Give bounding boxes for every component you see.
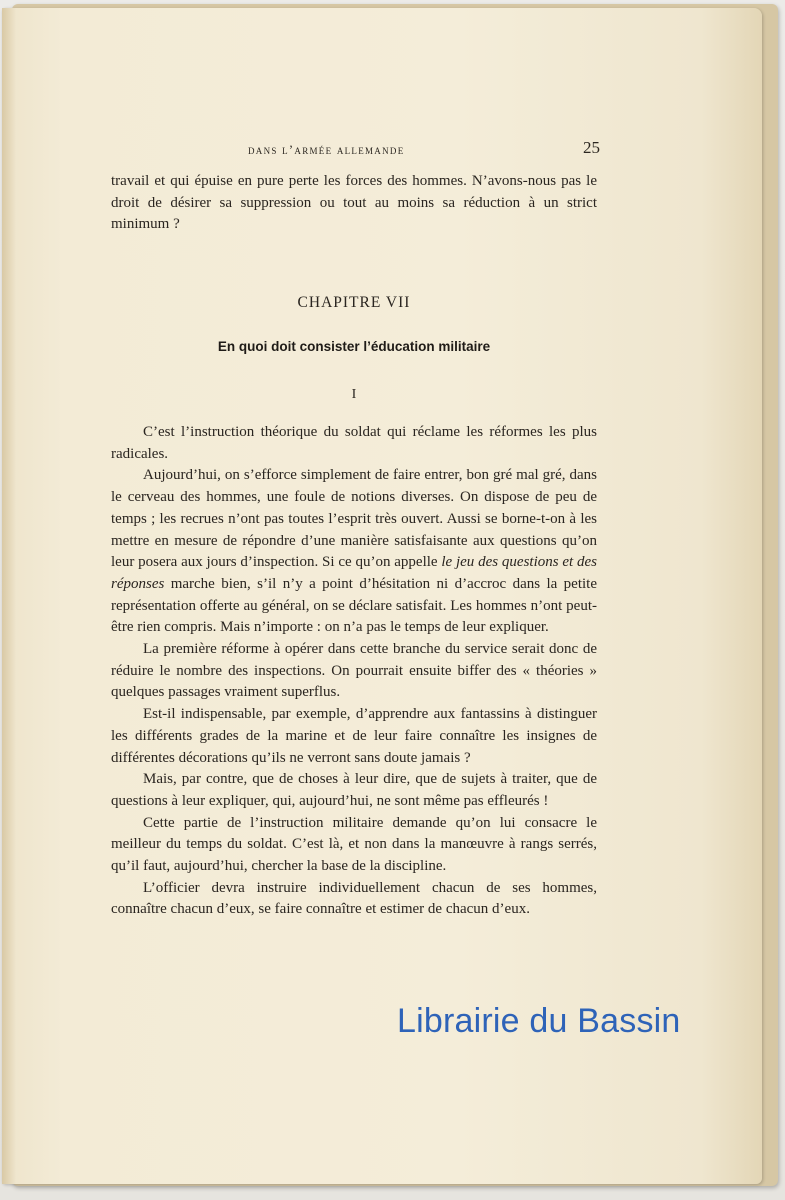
page-gutter-shadow (2, 8, 16, 1184)
paragraph-5: Mais, par contre, que de choses à leur dire, que de sujets à traiter, que de questions à leur expliquer, qui, aujourd’hui, ne sont même pas effleurés ! (111, 771, 597, 809)
bookseller-watermark: Librairie du Bassin (397, 1002, 681, 1040)
chapter-title: CHAPITRE VII (297, 294, 411, 311)
chapter-subtitle: En quoi doit consister l’éducation militaire (217, 339, 491, 354)
page-number: 25 (583, 138, 600, 157)
chapter-body (111, 422, 597, 921)
section-number: I (351, 387, 357, 402)
paragraph-2-italic: le jeu des questions et des réponses (111, 554, 597, 592)
continued-paragraph: travail et qui épuise en pure perte les forces des hommes. N’avons-nous pas le droit de désirer sa suppression ou tout au moins sa réduction à un strict minimum ? (111, 173, 597, 233)
page-header (248, 140, 600, 164)
paragraph-4: Est-il indispensable, par exemple, d’apprendre aux fantassins à distinguer les différents grades de la marine et de leur faire connaître les insignes de différentes décorations qu’ils ne verront sans doute jamais ? (111, 706, 597, 766)
continued-paragraph-block (111, 171, 597, 236)
paragraph-3: La première réforme à opérer dans cette branche du service serait donc de réduire le nombre des inspections. On pourrait ensuite biffer des « théories » quelques passages vraiment superflus. (111, 641, 597, 701)
paragraph-2-end: marche bien, s’il n’y a point d’hésitation ni d’accroc dans la petite représentation offerte au général, on se déclare satisfait. Les hommes n’ont peut-être rien compris. Mais n’importe : on n’a pas le temps de leur expliquer. (111, 575, 597, 636)
paragraph-2-start: Aujourd’hui, on s’efforce simplement de faire entrer, bon gré mal gré, dans le cerveau des hommes, une foule de notions diverses. On dispose de peu de temps ; les recrues n’ont pas toutes l’esprit très ouvert. Aussi se borne-t-on à les mettre en mesure de répondre d’une manière satisfaisante aux questions qu’on leur posera aux jours d’inspection. Si ce qu’on appelle (111, 467, 597, 571)
paragraph-6: Cette partie de l’instruction militaire demande qu’on lui consacre le meilleur du temps du soldat. C’est là, et non dans la manœuvre à rangs serrés, qu’il faut, aujourd’hui, chercher la base de la discipline. (111, 814, 597, 875)
paragraph-2 (111, 465, 597, 639)
running-title: dans l’armée allemande (248, 143, 405, 157)
paragraph-7: L’officier devra instruire individuellement chacun de ses hommes, connaître chacun d’eux, se faire connaître et estimer de chacun d’eux. (111, 879, 597, 918)
paragraph-1: C’est l’instruction théorique du soldat qui réclame les réformes les plus radicales. (111, 424, 597, 462)
